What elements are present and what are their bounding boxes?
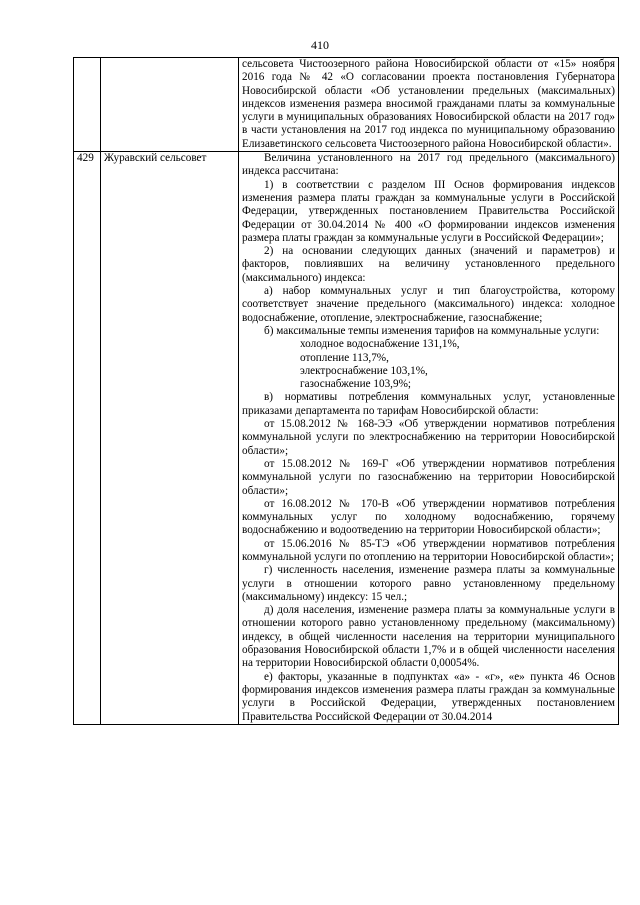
paragraph: г) численность населения, изменение размера платы за коммунальные услуги в отношении которого равно установленному предельному (максимальному) индексу: 15 чел.; xyxy=(242,564,615,603)
municipality-name-cell xyxy=(101,58,239,152)
description-cell xyxy=(239,58,619,152)
paragraph: а) набор коммунальных услуг и тип благоустройства, которому соответствует значение предельного (максимального) индекса: холодное водоснабжение, отопление, электроснабжение, газоснабжение; xyxy=(242,285,615,324)
paragraph: б) максимальные темпы изменения тарифов на коммунальные услуги: xyxy=(264,324,600,337)
paragraph: 1) в соответствии с разделом III Основ формирования индексов изменения размера платы граждан за коммунальные услуги в Российской Федерации, утвержденных постановлением Правительства Российской Федерации от 30.04.2014 № 400 «О формировании индексов изменения размера платы граждан за коммунальные услуги в Российской Федерации»; xyxy=(242,178,615,244)
tariff-item: электроснабжение 103,1%, xyxy=(300,364,428,377)
paragraph: е) факторы, указанные в подпунктах «а» - «г», «е» пункта 46 Основ формирования индексов изменения размера платы граждан за коммунальные услуги в Российской Федерации, утвержденных постановлением Правительства Российской Федерации от 30.04.2014 xyxy=(242,670,615,723)
paragraph: от 16.08.2012 № 170-В «Об утверждении нормативов потребления коммунальных услуг по холодному водоснабжению, горячему водоснабжению и водоотведению на территории Новосибирской области»; xyxy=(242,497,615,537)
tariff-item: отопление 113,7%, xyxy=(300,351,389,364)
table-row xyxy=(74,152,619,725)
table-row xyxy=(74,58,619,152)
page-number: 410 xyxy=(311,38,329,52)
row-number-cell xyxy=(74,58,101,152)
paragraph: от 15.08.2012 № 169-Г «Об утверждении нормативов потребления коммунальной услуги по газоснабжению на территории Новосибирской области»; xyxy=(242,457,615,497)
tariff-item: холодное водоснабжение 131,1%, xyxy=(300,338,460,351)
row-number-cell: 429 xyxy=(74,152,101,725)
paragraph: в) нормативы потребления коммунальных услуг, установленные приказами департамента по тарифам Новосибирской области: xyxy=(242,391,615,417)
description-cell xyxy=(239,152,619,725)
municipality-name-cell: Журавский сельсовет xyxy=(101,152,239,725)
paragraph: 2) на основании следующих данных (значений и параметров) и факторов, повлиявших на величину установленного предельного (максимального) индекса: xyxy=(242,245,615,284)
tariff-item: газоснабжение 103,9%; xyxy=(300,378,411,391)
document-table xyxy=(73,57,619,725)
paragraph: д) доля населения, изменение размера платы за коммунальные услуги в отношении которого равно установленному предельному (максимальному) индексу, в общей численности населения на территории муниципального образования Новосибирской области 1,7% и в общей численности населения на территории Новосибирской области 0,00054%. xyxy=(242,604,615,670)
tariff-list xyxy=(242,338,615,391)
paragraph: сельсовета Чистоозерного района Новосибирской области от «15» ноября 2016 года № 42 «О согласовании проекта постановления Губернатора Новосибирской области «Об установлении предельных (максимальных) индексов изменения размера вносимой гражданами платы за коммунальные услуги в муниципальных образованиях Новосибирской области на 2017 год» в части установления на 2017 год индекса по муниципальному образованию Елизаветинского сельсовета Чистоозерного района Новосибирской области». xyxy=(242,58,615,150)
paragraph: Величина установленного на 2017 год предельного (максимального) индекса рассчитана: xyxy=(242,152,615,178)
paragraph: от 15.06.2016 № 85-ТЭ «Об утверждении нормативов потребления коммунальной услуги по отоплению на территории Новосибирской области»; xyxy=(242,537,615,563)
paragraph: от 15.08.2012 № 168-ЭЭ «Об утверждении нормативов потребления коммунальной услуги по электроснабжению на территории Новосибирской области»; xyxy=(242,418,615,457)
